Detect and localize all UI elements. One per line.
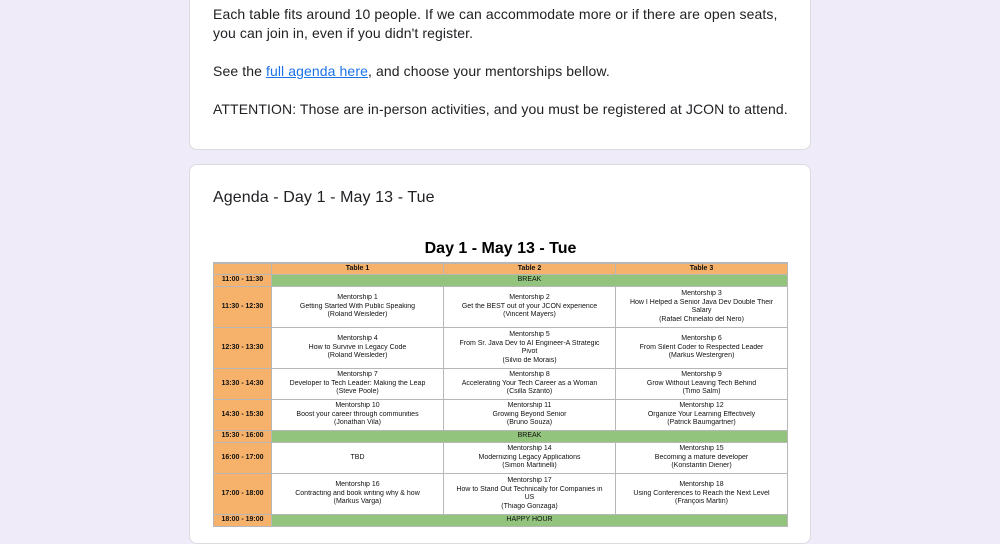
mentorship-line: Mentorship 6 — [681, 335, 722, 343]
mentorship-line: Developer to Tech Leader: Making the Leap — [289, 379, 426, 387]
mentorship-cell — [616, 474, 788, 515]
mentorship-line: How I Helped a Senior Java Dev Double Their — [629, 298, 774, 306]
time-slot: 11:30 - 12:30 — [214, 287, 272, 328]
mentorship-cell — [616, 328, 788, 369]
intro-line-2: you can join in, even if you didn't register. — [213, 25, 474, 41]
time-slot: 14:30 - 15:30 — [214, 400, 272, 431]
mentorship-line: (Steve Poole) — [336, 388, 379, 396]
mentorship-line: Mentorship 4 — [337, 335, 378, 343]
mentorship-line: (Timo Salm) — [682, 388, 721, 396]
mentorship-line: (Bruno Souza) — [506, 419, 553, 427]
mentorship-cell — [444, 474, 616, 515]
mentorship-line: (Jonathan Vila) — [334, 419, 381, 427]
mentorship-line: Mentorship 11 — [507, 402, 552, 410]
mentorship-line: From Silent Coder to Respected Leader — [639, 343, 764, 351]
mentorship-line: (Simon Martinelli) — [502, 462, 557, 470]
mentorship-line: Mentorship 15 — [679, 445, 724, 453]
mentorship-line: Salary — [691, 307, 712, 314]
mentorship-line: Using Conferences to Reach the Next Level — [633, 489, 770, 497]
mentorship-line: Becoming a mature developer — [654, 453, 749, 461]
full-agenda-link[interactable]: full agenda here — [265, 63, 368, 79]
mentorship-line: (Silvio de Morais) — [502, 356, 557, 364]
table-header-1: Table 1 — [272, 264, 444, 275]
mentorship-line: Growing Beyond Senior — [492, 410, 567, 418]
mentorship-line: (Markus Westergren) — [668, 352, 735, 360]
mentorship-line: Mentorship 18 — [679, 481, 724, 489]
mentorship-line: Boost your career through communities — [296, 410, 419, 418]
mentorship-line: Mentorship 9 — [681, 371, 722, 379]
table-row — [214, 287, 788, 328]
mentorship-line: Grow Without Leaving Tech Behind — [646, 379, 757, 387]
time-slot: 15:30 - 16:00 — [214, 431, 272, 443]
table-header-3: Table 3 — [616, 264, 788, 275]
mentorship-line: Mentorship 16 — [335, 481, 380, 489]
agenda-table — [213, 263, 788, 527]
mentorship-line: (Markus Varga) — [333, 498, 382, 506]
time-slot: 11:00 - 11:30 — [214, 275, 272, 287]
mentorship-line: How to Stand Out Technically for Companies in — [456, 485, 603, 493]
mentorship-line: Mentorship 7 — [337, 371, 378, 379]
mentorship-line: (Patrick Baumgartner) — [667, 419, 736, 427]
mentorship-line: (François Martin) — [675, 498, 728, 506]
break-cell: BREAK — [272, 275, 788, 287]
break-cell: HAPPY HOUR — [272, 515, 788, 527]
mentorship-line: (Roland Weisleder) — [327, 352, 388, 360]
mentorship-line: (Csilla Szántó) — [506, 388, 553, 396]
intro-card — [189, 0, 811, 150]
mentorship-cell — [272, 369, 444, 400]
mentorship-line: Mentorship 1 — [337, 294, 378, 302]
table-header-2: Table 2 — [444, 264, 616, 275]
agenda-title: Agenda - Day 1 - May 13 - Tue — [213, 189, 435, 206]
mentorship-line: Mentorship 10 — [335, 402, 380, 410]
time-slot: 17:00 - 18:00 — [214, 474, 272, 515]
mentorship-cell — [444, 400, 616, 431]
mentorship-line: (Rafael Chinelato del Nero) — [659, 315, 744, 323]
mentorship-line: Organize Your Learning Effectively — [647, 410, 756, 418]
table-row — [214, 443, 788, 474]
mentorship-cell — [272, 328, 444, 369]
mentorship-cell — [272, 443, 444, 474]
mentorship-line: Mentorship 3 — [681, 290, 722, 297]
time-slot: 16:00 - 17:00 — [214, 443, 272, 474]
mentorship-line: (Vincent Mayers) — [503, 311, 556, 319]
mentorship-line: Contracting and book writing why & how — [295, 489, 420, 497]
mentorship-line: Mentorship 12 — [679, 402, 724, 410]
time-slot: 12:30 - 13:30 — [214, 328, 272, 369]
mentorship-line: Mentorship 8 — [509, 371, 550, 379]
mentorship-cell — [272, 474, 444, 515]
see-prefix: See the — [213, 63, 266, 79]
table-row — [214, 369, 788, 400]
mentorship-line: (Konstantin Diener) — [671, 462, 732, 470]
see-suffix: , and choose your mentorships bellow. — [367, 63, 610, 79]
mentorship-cell — [616, 400, 788, 431]
mentorship-cell — [444, 443, 616, 474]
break-cell: BREAK — [272, 431, 788, 443]
agenda-image — [213, 236, 788, 536]
see-agenda-text — [213, 62, 793, 81]
intro-line-1: Each table fits around 10 people. If we can accommodate more or if there are open seats, — [213, 6, 778, 22]
mentorship-line: Mentorship 14 — [507, 445, 552, 453]
table-row — [214, 474, 788, 515]
mentorship-line: From Sr. Java Dev to AI Engineer-A Strategic — [459, 339, 600, 347]
mentorship-line: Accelerating Your Tech Career as a Woman — [461, 379, 598, 387]
mentorship-cell — [616, 369, 788, 400]
mentorship-cell — [272, 400, 444, 431]
mentorship-line: (Thiago Gonzaga) — [501, 502, 558, 510]
table-row — [214, 328, 788, 369]
mentorship-line: Modernizing Legacy Applications — [478, 453, 581, 461]
mentorship-line: Pivot — [521, 348, 538, 355]
mentorship-line: Get the BEST out of your JCON experience — [461, 302, 598, 310]
mentorship-cell — [444, 369, 616, 400]
mentorship-line: (Roland Weisleder) — [327, 311, 388, 319]
mentorship-line: How to Survive in Legacy Code — [308, 343, 407, 351]
mentorship-cell — [444, 328, 616, 369]
mentorship-line: Mentorship 2 — [509, 294, 550, 302]
mentorship-line: US — [524, 494, 535, 501]
mentorship-line: Mentorship 5 — [509, 331, 550, 338]
table-row — [214, 275, 788, 287]
mentorship-cell — [616, 287, 788, 328]
time-slot: 13:30 - 14:30 — [214, 369, 272, 400]
time-slot: 18:00 - 19:00 — [214, 515, 272, 527]
table-row — [214, 400, 788, 431]
table-row — [214, 431, 788, 443]
mentorship-cell — [444, 287, 616, 328]
mentorship-line: TBD — [350, 453, 365, 461]
agenda-card — [189, 164, 811, 544]
mentorship-cell — [616, 443, 788, 474]
attention-text: ATTENTION: Those are in-person activities, and you must be registered at JCON to attend. — [213, 101, 788, 117]
intro-description — [213, 5, 793, 119]
mentorship-line: Getting Started With Public Speaking — [299, 302, 416, 310]
table-header-time — [214, 264, 272, 275]
mentorship-line: Mentorship 17 — [507, 477, 552, 484]
mentorship-cell — [272, 287, 444, 328]
agenda-image-title: Day 1 - May 13 - Tue — [213, 236, 788, 263]
